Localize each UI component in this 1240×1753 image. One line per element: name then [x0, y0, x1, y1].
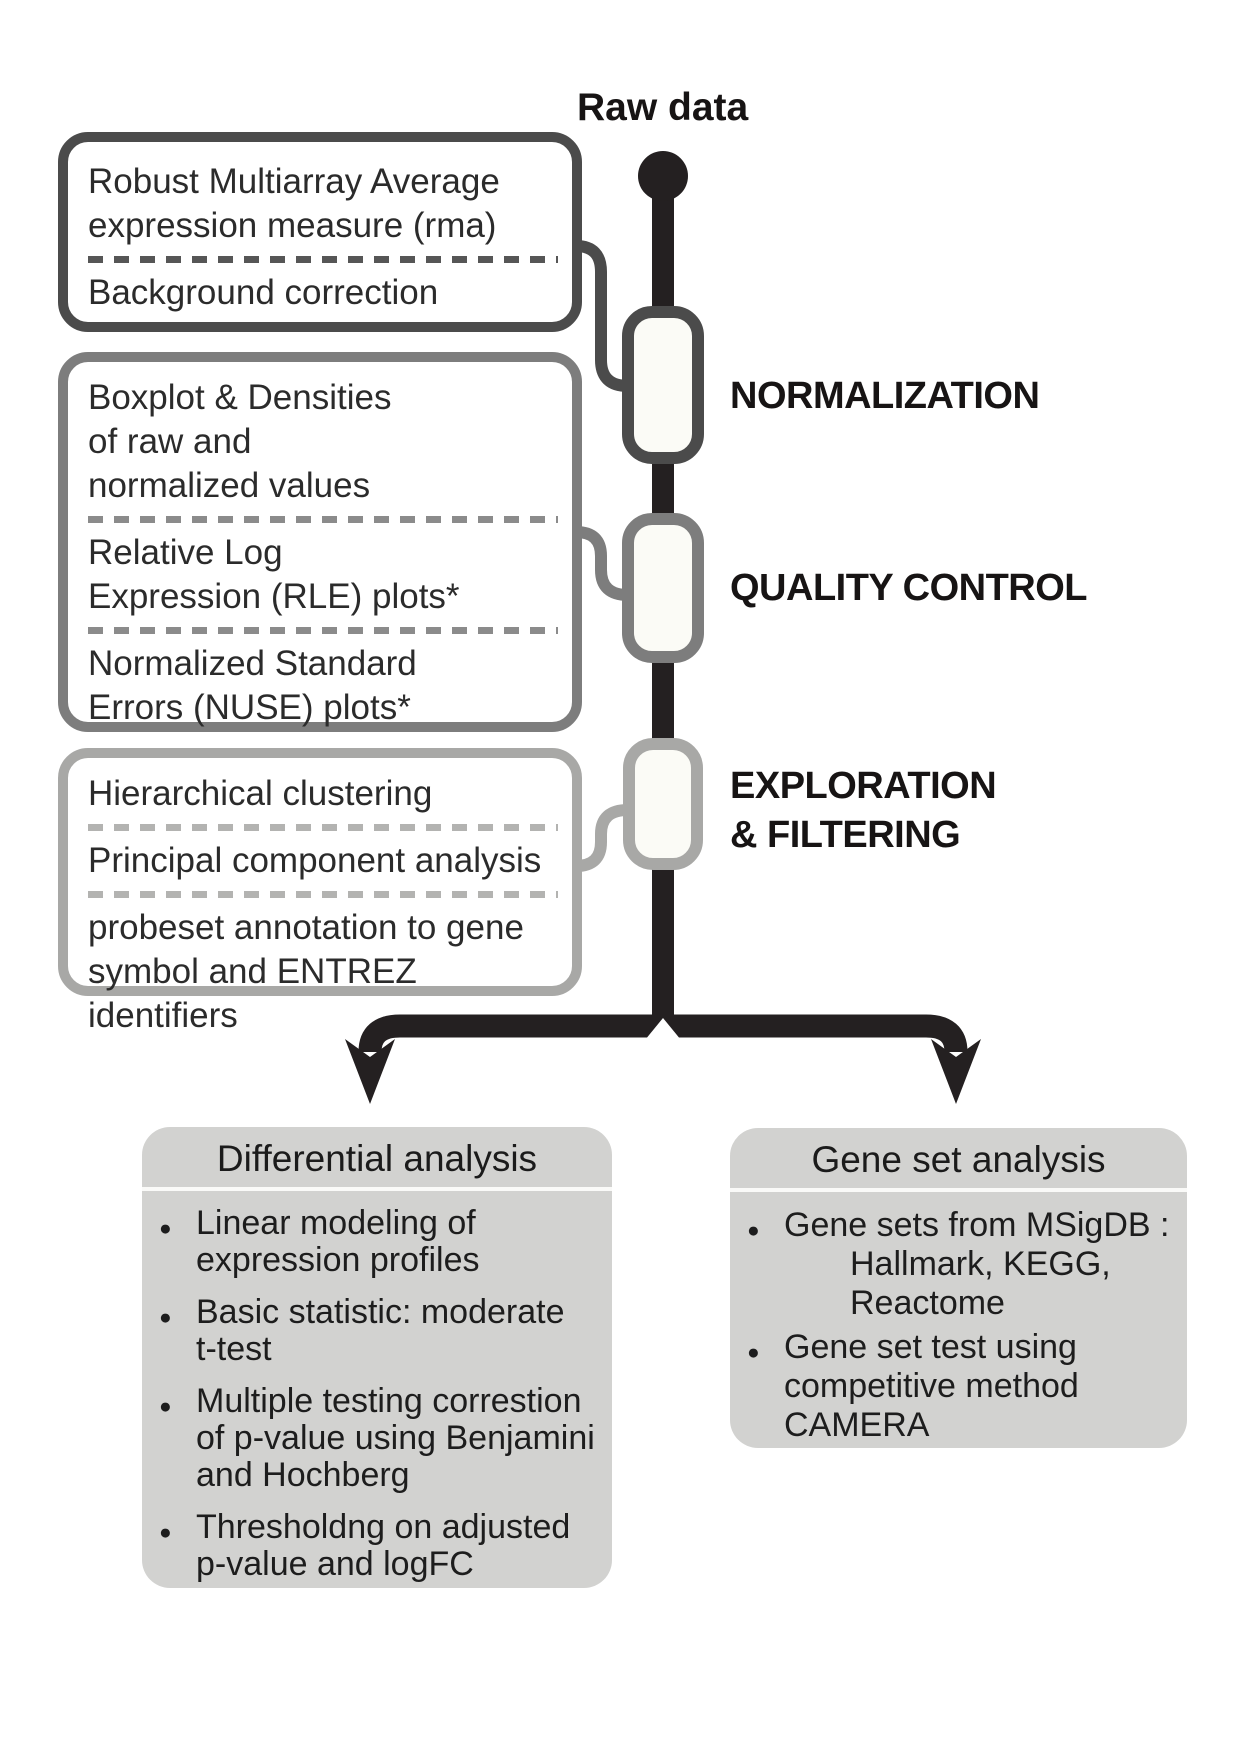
- normalization-step-rma: Robust Multiarray Average expression measure (rma): [88, 162, 500, 245]
- differential-analysis-list: [142, 1205, 612, 1583]
- exploration-step-clustering: Hierarchical clustering: [88, 774, 433, 813]
- list-item: ● Gene set test using competitive method CAMERA: [742, 1328, 1177, 1445]
- normalization-label: NORMALIZATION: [730, 375, 1040, 417]
- exploration-step-pca: Principal component analysis: [88, 841, 542, 880]
- quality-control-label: QUALITY CONTROL: [730, 567, 1088, 609]
- panel-title: Differential analysis: [142, 1127, 612, 1191]
- differential-analysis-panel: [142, 1127, 612, 1588]
- branch-right: [663, 1026, 956, 1052]
- quality-control-node: [628, 519, 698, 657]
- dashed-divider: [88, 891, 558, 898]
- exploration-node: [629, 744, 697, 864]
- dashed-divider: [88, 516, 558, 523]
- list-item: ● Gene sets from MSigDB : Hallmark, KEGG, Reactome: [742, 1206, 1177, 1323]
- connector-normalization: [576, 246, 628, 386]
- quality-control-box: [58, 352, 582, 732]
- list-item: ● Linear modeling of expression profiles: [154, 1205, 602, 1279]
- exploration-step-annotation: probeset annotation to gene symbol and ENTREZ identifiers: [88, 908, 524, 1035]
- exploration-box: [58, 748, 582, 1035]
- exploration-label: EXPLORATION & FILTERING: [730, 765, 997, 856]
- raw-data-label: Raw data: [577, 86, 749, 129]
- list-item: ● Thresholdng on adjusted p-value and logFC: [154, 1509, 602, 1583]
- qc-step-nuse: Normalized Standard Errors (NUSE) plots*: [88, 644, 417, 727]
- normalization-node: [628, 312, 698, 458]
- normalization-box: [58, 132, 582, 332]
- list-item: ● Basic statistic: moderate t-test: [154, 1294, 602, 1368]
- dashed-divider: [88, 256, 558, 263]
- raw-data-dot: [638, 151, 688, 201]
- dashed-divider: [88, 824, 558, 831]
- connector-exploration: [576, 810, 628, 866]
- gene-set-analysis-panel: [730, 1128, 1187, 1448]
- normalization-step-background: Background correction: [88, 273, 439, 312]
- dashed-divider: [88, 627, 558, 634]
- panel-title: Gene set analysis: [730, 1128, 1187, 1192]
- qc-step-boxplot: Boxplot & Densities of raw and normalized values: [88, 378, 392, 505]
- list-item: ● Multiple testing correstion of p-value using Benjamini and Hochberg: [154, 1383, 602, 1494]
- gene-set-analysis-list: [730, 1206, 1187, 1445]
- connector-quality-control: [576, 532, 628, 595]
- qc-step-rle: Relative Log Expression (RLE) plots*: [88, 533, 460, 616]
